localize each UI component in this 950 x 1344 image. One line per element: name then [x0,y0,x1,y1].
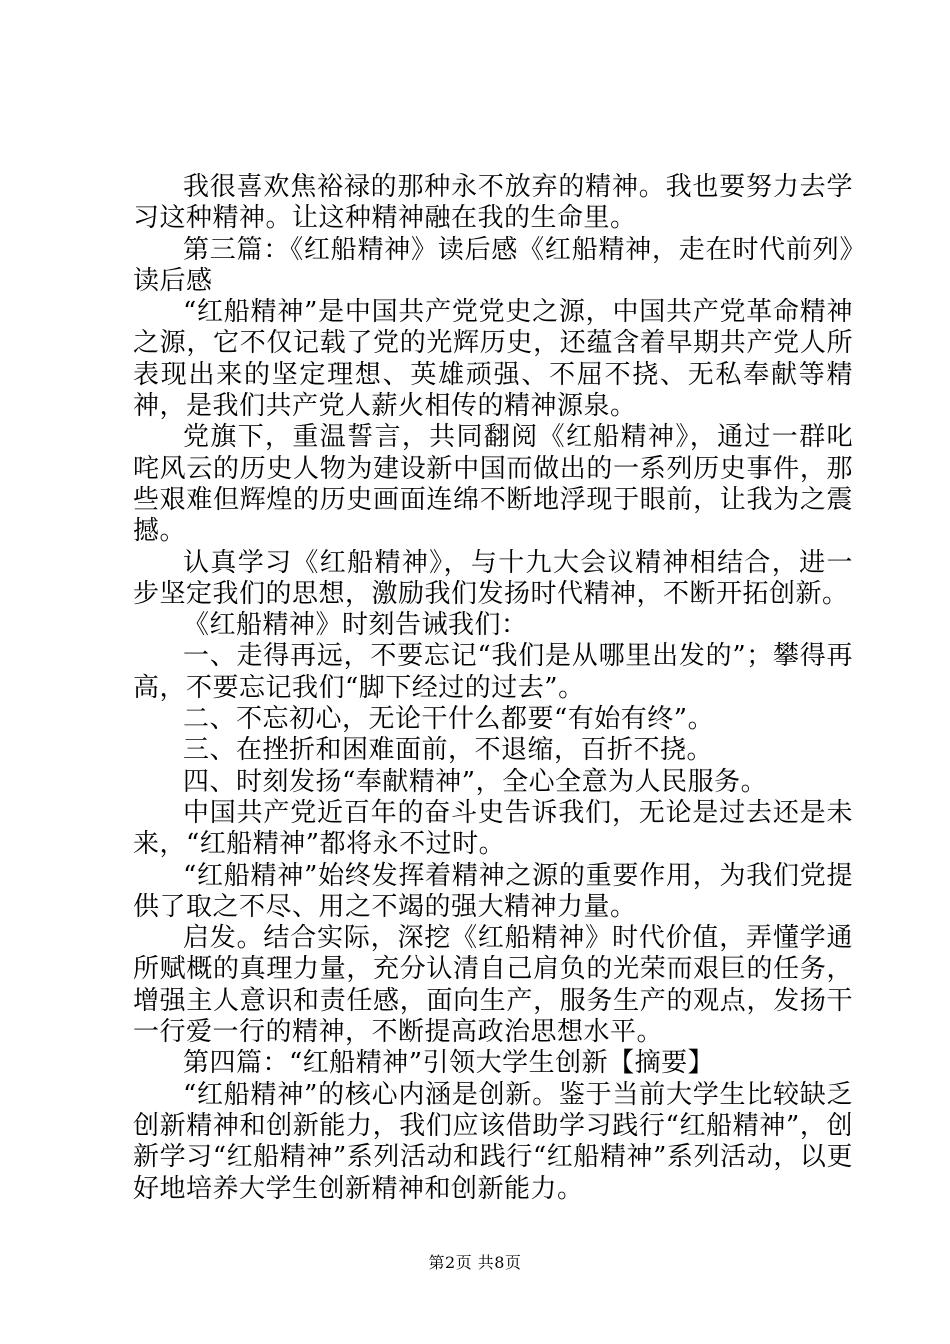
paragraph: 中国共产党近百年的奋斗史告诉我们，无论是过去还是未来，“红船精神”都将永不过时。 [133,797,853,860]
page-footer: 第2页 共8页 [428,1253,522,1272]
document-body [133,172,853,1205]
paragraph: 党旗下，重温誓言，共同翻阅《红船精神》，通过一群叱咤风云的历史人物为建设新中国而做出的一系列历史事件，那些艰难但辉煌的历史画面连绵不断地浮现于眼前，让我为之震撼。 [133,422,853,547]
section-heading: 第四篇：“红船精神”引领大学生创新【摘要】 [183,1048,715,1079]
list-item: 二、不忘初心，无论干什么都要“有始有终”。 [183,704,715,735]
list-item: 三、在挫折和困难面前，不退缩，百折不挠。 [183,735,714,766]
section-heading: 第三篇：《红船精神》读后感《红船精神，走在时代前列》读后感 [133,234,853,296]
paragraph: 认真学习《红船精神》，与十九大会议精神相结合，进一步坚定我们的思想，激励我们发扬时代精神，不断开拓创新。 [133,547,853,609]
paragraph: 启发。结合实际，深挖《红船精神》时代价值，弄懂学通所赋概的真理力量，充分认清自己肩负的光荣而艰巨的任务，增强主人意识和责任感，面向生产，服务生产的观点，发扬干一行爱一行的精神，不断提高政治思想水平。 [133,923,853,1048]
list-item: 一、走得再远，不要忘记“我们是从哪里出发的”；攀得再高，不要忘记我们“脚下经过的过去”。 [133,641,853,703]
paragraph: “红船精神”的核心内涵是创新。鉴于当前大学生比较缺乏创新精神和创新能力，我们应该借助学习践行“红船精神”，创新学习“红船精神”系列活动和践行“红船精神”系列活动，以更好地培养大学生创新精神和创新能力。 [133,1079,853,1204]
list-item: 四、时刻发扬“奉献精神”，全心全意为人民服务。 [183,766,768,797]
paragraph: 我很喜欢焦裕禄的那种永不放弃的精神。我也要努力去学习这种精神。让这种精神融在我的生命里。 [133,172,853,234]
paragraph: “红船精神”是中国共产党党史之源，中国共产党革命精神之源，它不仅记载了党的光辉历史，还蕴含着早期共产党人所表现出来的坚定理想、英雄顽强、不屈不挠、无私奉献等精神，是我们共产党人薪火相传的精神源泉。 [133,297,853,422]
paragraph: “红船精神”始终发挥着精神之源的重要作用，为我们党提供了取之不尽、用之不竭的强大精神力量。 [133,860,853,922]
paragraph: 《红船精神》时刻告诫我们： [183,610,528,641]
